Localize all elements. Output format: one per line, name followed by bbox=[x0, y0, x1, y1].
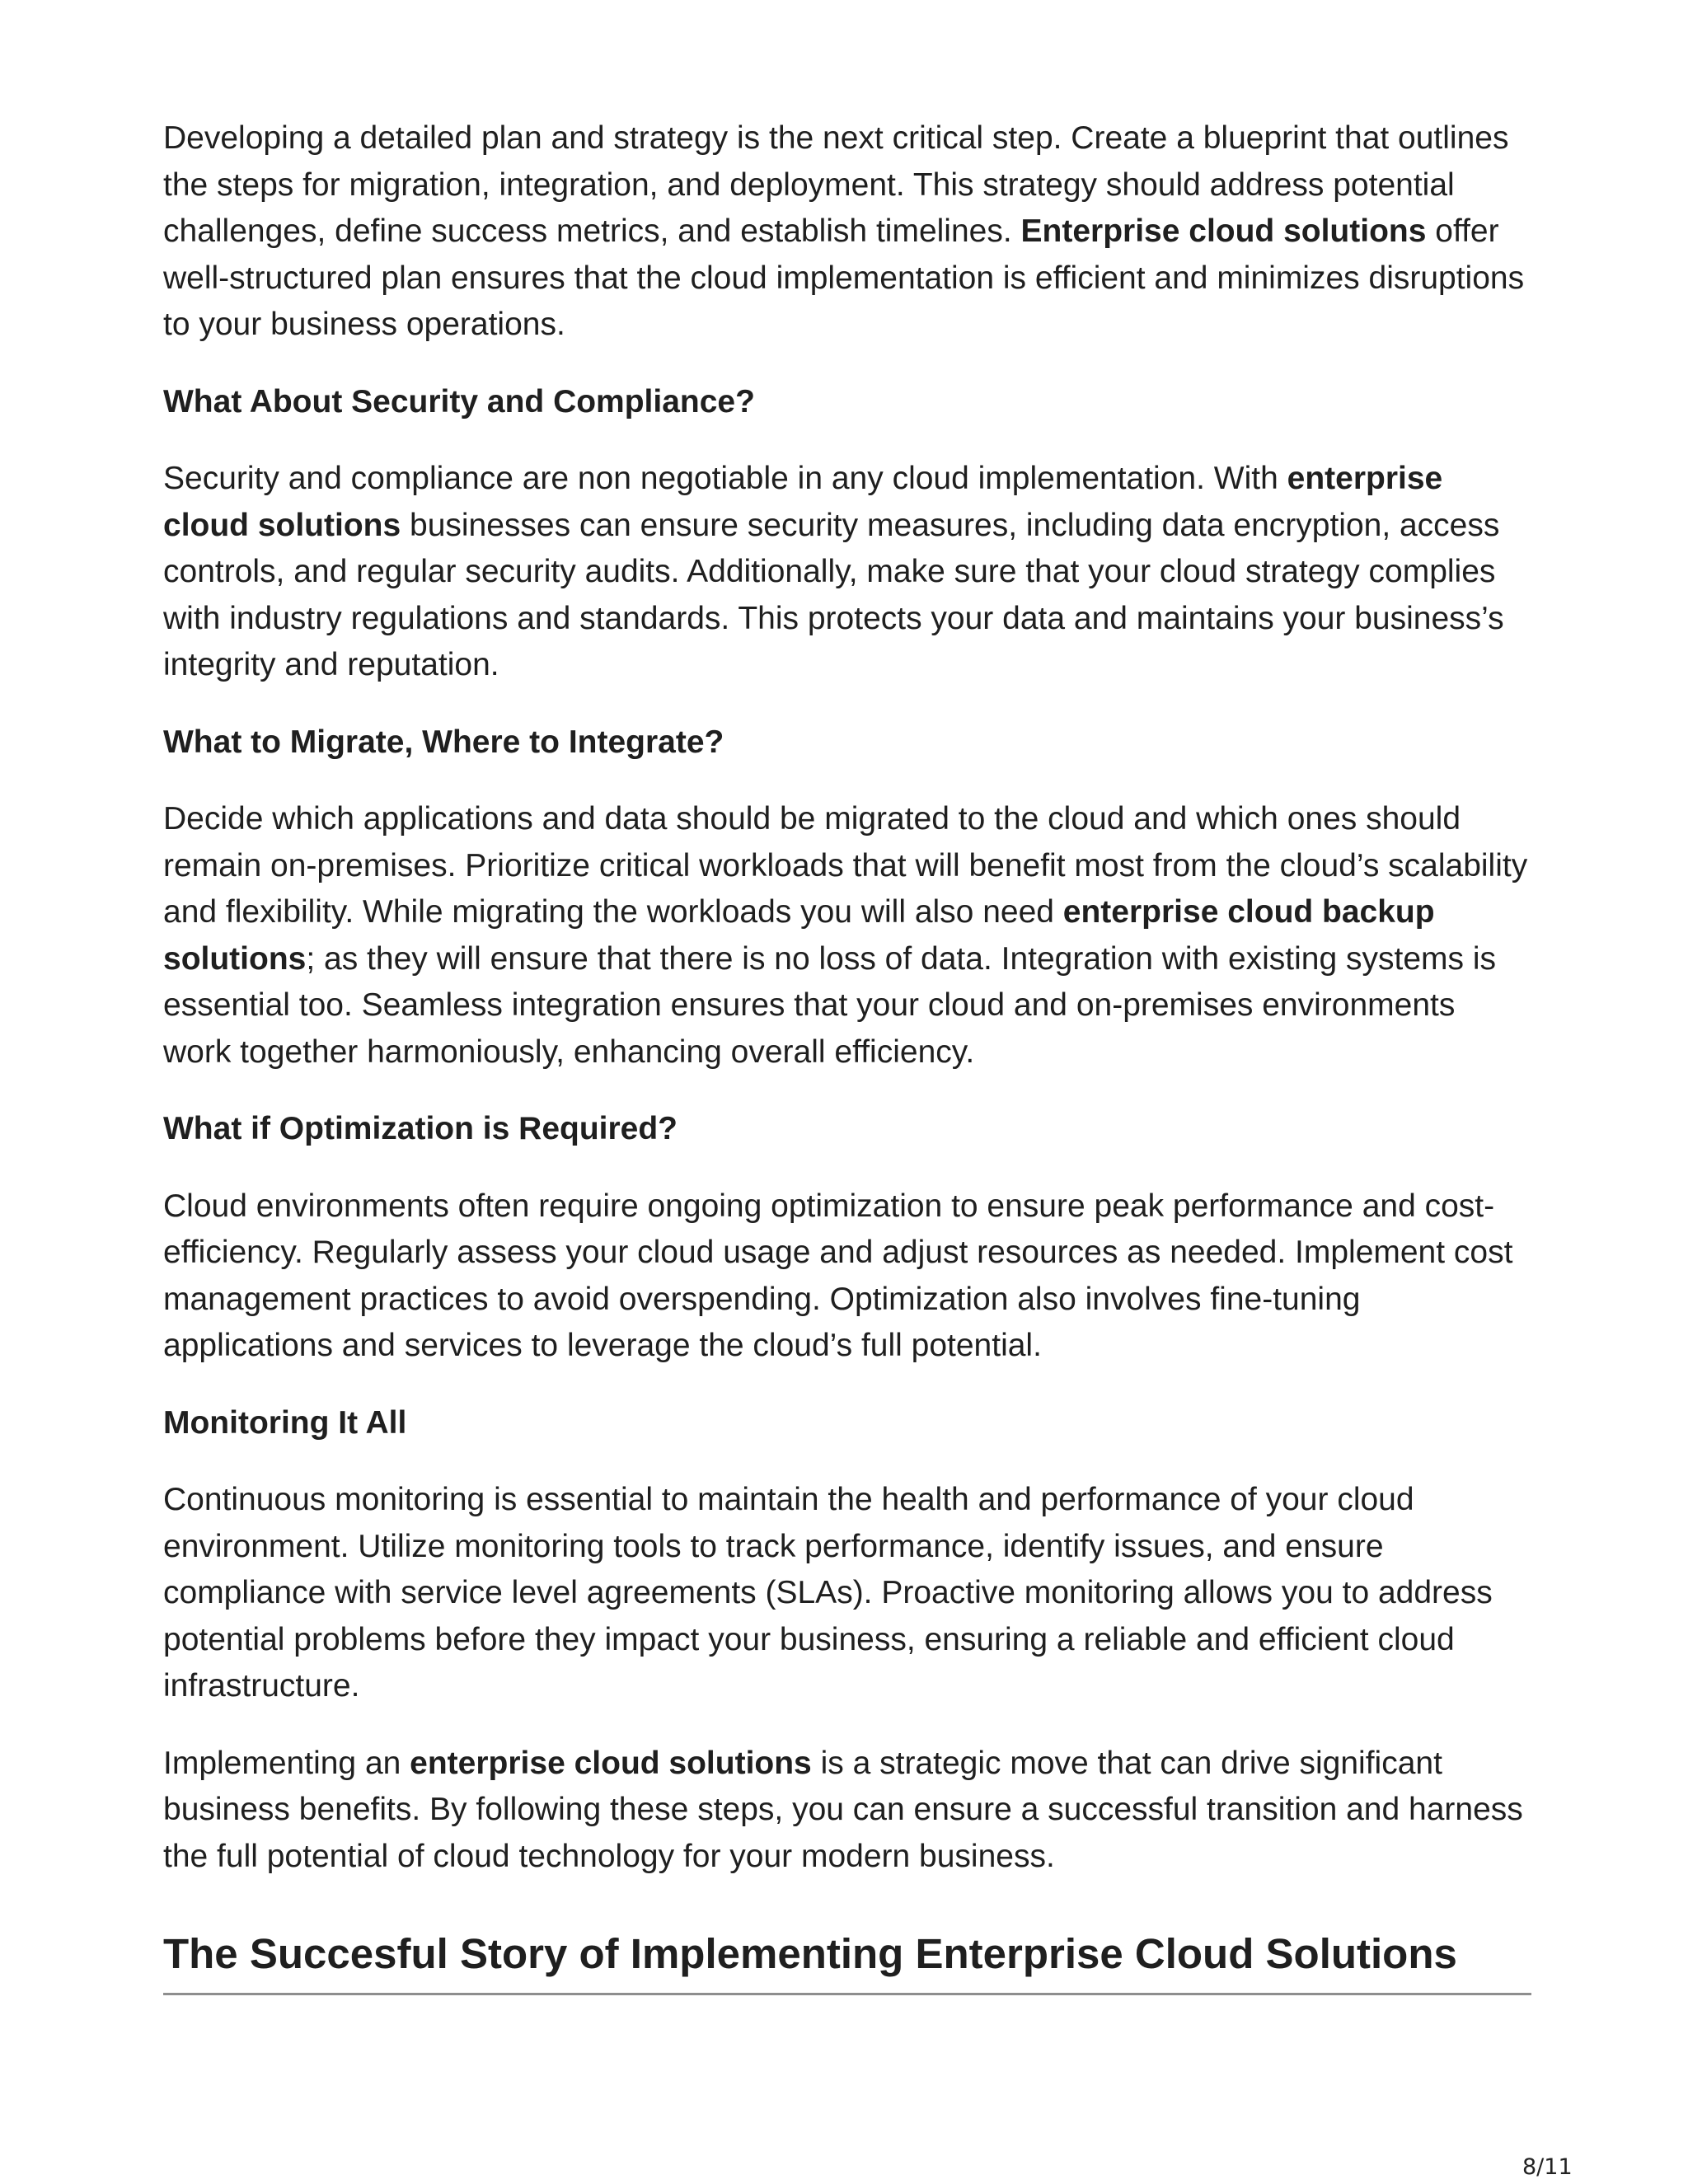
paragraph-text: is a strategic move that can drive significant business benefits. By following these steps, you can ensure a successful transition and harness the full potential of cloud technology for your modern business. bbox=[163, 1745, 1523, 1874]
bold-term: enterprise cloud solutions bbox=[410, 1745, 812, 1781]
paragraph-optimization: Cloud environments often require ongoing optimization to ensure peak performance and cost-efficiency. Regularly assess your cloud usage and adjust resources as needed. Implement cost management practices to avoid overspending. Optimization also involves fine-tuning applications and services to leverage the cloud’s full potential. bbox=[163, 1188, 1513, 1363]
paragraph-plan-strategy bbox=[163, 115, 1531, 349]
paragraph-text: Developing a detailed plan and strategy is the next critical step. Create a blueprint that outlines the steps for migration, integration, and deployment. This strategy should address potential challenges, define success metrics, and establish timelines. bbox=[163, 120, 1509, 249]
paragraph-security-compliance bbox=[163, 456, 1531, 689]
paragraph-monitoring: Continuous monitoring is essential to maintain the health and performance of your cloud environment. Utilize monitoring tools to track performance, identify issues, and ensure compliance with service level agreements (SLAs). Proactive monitoring allows you to address potential problems before they impact your business, ensuring a reliable and efficient cloud infrastructure. bbox=[163, 1482, 1493, 1704]
subheading-optimization: What if Optimization is Required? bbox=[163, 1111, 678, 1146]
paragraph-text: Security and compliance are non negotiable in any cloud implementation. With bbox=[163, 461, 1287, 496]
bold-term: Enterprise cloud solutions bbox=[1020, 213, 1427, 249]
bold-term: enterprise cloud solutions bbox=[163, 461, 1443, 543]
paragraph-text: offer well-structured plan ensures that the cloud implementation is efficient and minimizes disruptions to your business operations. bbox=[163, 213, 1525, 342]
page-number: 8/11 bbox=[1522, 2154, 1573, 2180]
bold-term: enterprise cloud backup solutions bbox=[163, 894, 1435, 977]
paragraph-migrate-integrate bbox=[163, 796, 1531, 1076]
subheading-monitoring: Monitoring It All bbox=[163, 1404, 407, 1441]
section-heading-success-story: The Succesful Story of Implementing Enterprise Cloud Solutions bbox=[163, 1928, 1531, 1995]
paragraph-conclusion bbox=[163, 1741, 1531, 1881]
paragraph-text: ; as they will ensure that there is no loss of data. Integration with existing systems is essential too. Seamless integration ensures that your cloud and on-premises environments work together harmoniously, enhancing overall efficiency. bbox=[163, 940, 1497, 1070]
subheading-migrate-integrate: What to Migrate, Where to Integrate? bbox=[163, 724, 724, 760]
subheading-security-compliance: What About Security and Compliance? bbox=[163, 383, 755, 419]
document-body bbox=[163, 115, 1531, 1995]
paragraph-text: Implementing an bbox=[163, 1745, 410, 1781]
paragraph-text: Decide which applications and data should be migrated to the cloud and which ones should remain on-premises. Prioritize critical workloads that will benefit most from the cloud’s scalability and flexibility. While migrating the workloads you will also need bbox=[163, 801, 1528, 930]
paragraph-text: businesses can ensure security measures, including data encryption, access controls, and regular security audits. Additionally, make sure that your cloud strategy complies with industry regulations and standards. This protects your data and maintains your business’s integrity and reputation. bbox=[163, 507, 1504, 682]
